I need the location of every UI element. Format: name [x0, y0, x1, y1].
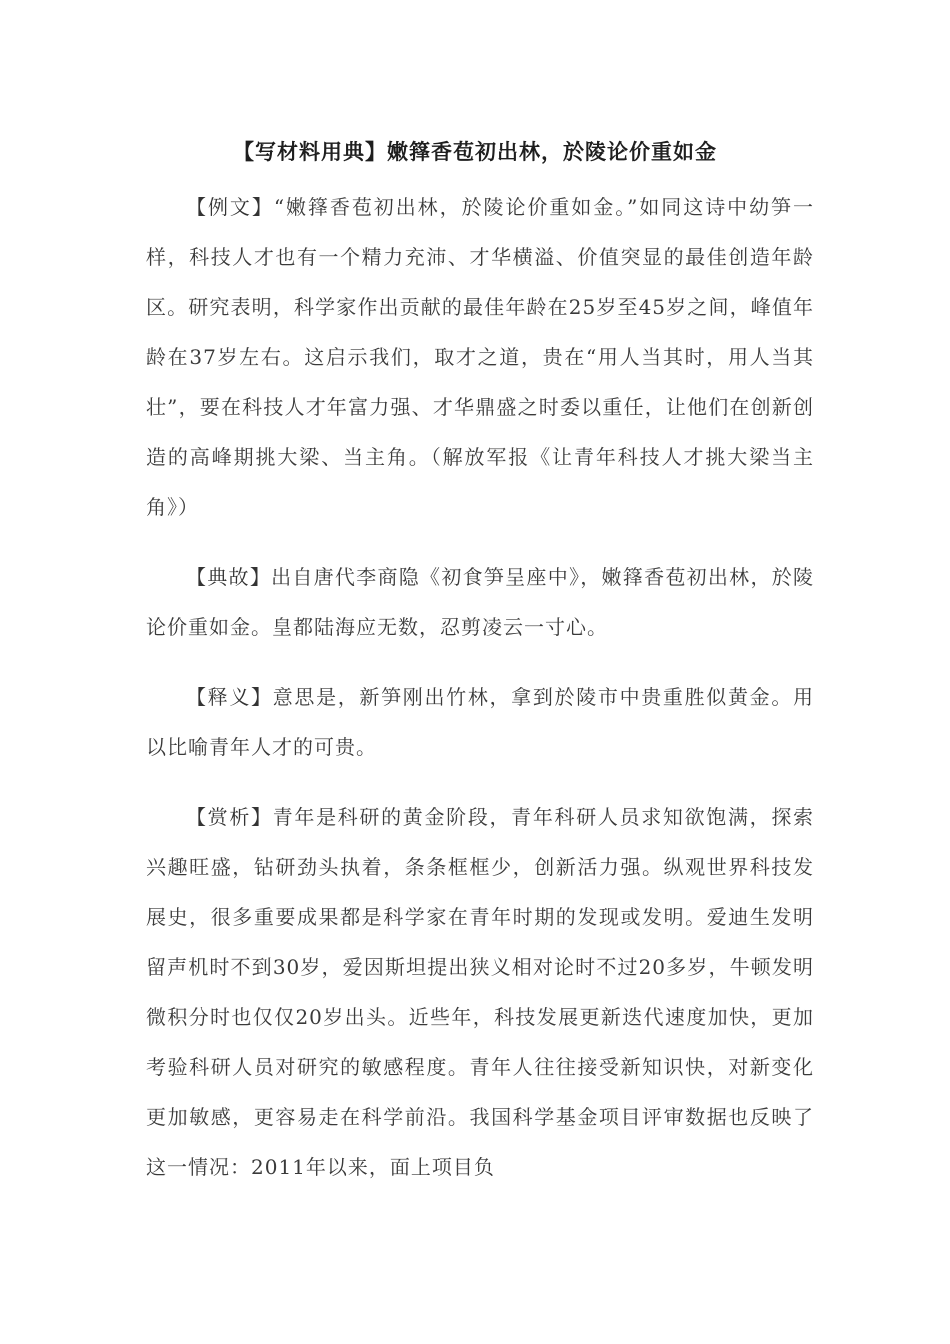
paragraph-tag: 【释义】	[186, 685, 273, 709]
paragraph-text: 出自唐代李商隐《初食笋呈座中》，嫩箨香苞初出林，於陵论价重如金。皇都陆海应无数，忍剪凌云一寸心。	[146, 565, 815, 639]
paragraph-appreciation	[146, 792, 814, 1192]
paragraph-text: 意思是，新笋刚出竹林，拿到於陵市中贵重胜似黄金。用以比喻青年人才的可贵。	[146, 685, 815, 759]
document-body	[146, 182, 814, 1212]
paragraph-example	[146, 182, 814, 532]
paragraph-text: 青年是科研的黄金阶段，青年科研人员求知欲饱满，探索兴趣旺盛，钻研劲头执着，条条框框少，创新活力强。纵观世界科技发展史，很多重要成果都是科学家在青年时期的发现或发明。爱迪生发明留声机时不到30岁，爱因斯坦提出狭义相对论时不过20多岁，牛顿发明微积分时也仅仅20岁出头。近些年，科技发展更新迭代速度加快，更加考验科研人员对研究的敏感程度。青年人往往接受新知识快，对新变化更加敏感，更容易走在科学前沿。我国科学基金项目评审数据也反映了这一情况：2011年以来，面上项目负	[146, 805, 815, 1179]
paragraph-text: “嫩箨香苞初出林，於陵论价重如金。”如同这诗中幼笋一样，科技人才也有一个精力充沛、才华横溢、价值突显的最佳创造年龄区。研究表明，科学家作出贡献的最佳年龄在25岁至45岁之间，峰值年龄在37岁左右。这启示我们，取才之道，贵在“用人当其时，用人当其壮”，要在科技人才年富力强、才华鼎盛之时委以重任，让他们在创新创造的高峰期挑大梁、当主角。（解放军报《让青年科技人才挑大梁当主角》）	[146, 195, 815, 519]
document-title: 【写材料用典】嫩箨香苞初出林，於陵论价重如金	[233, 140, 717, 164]
paragraph-interpretation	[146, 672, 814, 772]
paragraph-tag: 【典故】	[186, 565, 272, 589]
paragraph-allusion	[146, 552, 814, 652]
paragraph-tag: 【赏析】	[186, 805, 273, 829]
paragraph-tag: 【例文】	[186, 195, 274, 219]
